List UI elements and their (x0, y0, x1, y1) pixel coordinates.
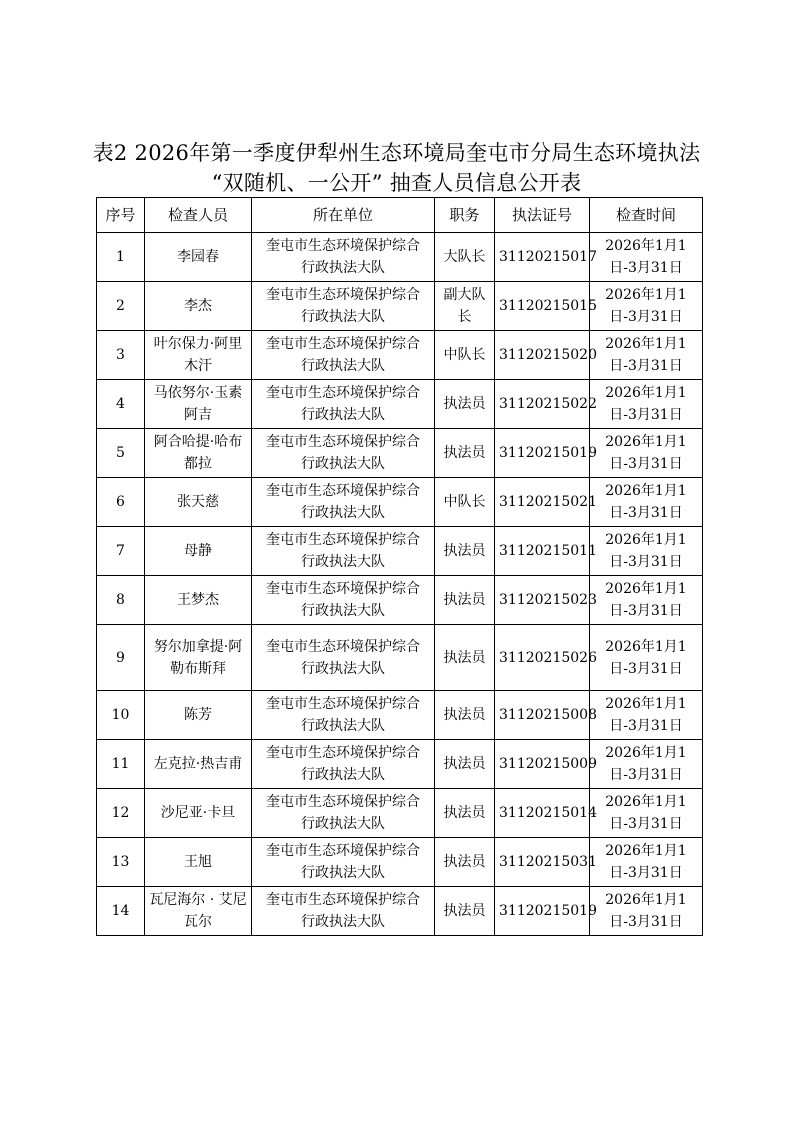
cell-position: 执法员 (435, 740, 495, 789)
cell-no: 6 (97, 478, 145, 527)
cell-certificate: 31120215009 (495, 740, 590, 789)
cell-unit: 奎屯市生态环境保护综合行政执法大队 (252, 233, 435, 282)
table-row (97, 380, 703, 429)
cell-inspection-time: 2026年1月1日-3月31日 (590, 691, 703, 740)
cell-inspection-time: 2026年1月1日-3月31日 (590, 887, 703, 936)
table-row (97, 838, 703, 887)
cell-inspection-time: 2026年1月1日-3月31日 (590, 740, 703, 789)
cell-no: 14 (97, 887, 145, 936)
inspectors-table (96, 197, 703, 936)
cell-unit: 奎屯市生态环境保护综合行政执法大队 (252, 887, 435, 936)
cell-name: 李杰 (145, 282, 252, 331)
header-inspector: 检查人员 (145, 198, 252, 233)
cell-no: 10 (97, 691, 145, 740)
cell-unit: 奎屯市生态环境保护综合行政执法大队 (252, 331, 435, 380)
cell-position: 执法员 (435, 789, 495, 838)
cell-unit: 奎屯市生态环境保护综合行政执法大队 (252, 838, 435, 887)
header-certificate: 执法证号 (495, 198, 590, 233)
cell-certificate: 31120215022 (495, 380, 590, 429)
cell-certificate: 31120215023 (495, 576, 590, 625)
cell-inspection-time: 2026年1月1日-3月31日 (590, 233, 703, 282)
cell-name: 母静 (145, 527, 252, 576)
cell-name: 李园春 (145, 233, 252, 282)
cell-certificate: 31120215020 (495, 331, 590, 380)
cell-inspection-time: 2026年1月1日-3月31日 (590, 838, 703, 887)
table-row (97, 789, 703, 838)
table-row (97, 625, 703, 691)
header-inspection-time: 检查时间 (590, 198, 703, 233)
cell-certificate: 31120215017 (495, 233, 590, 282)
cell-name: 王梦杰 (145, 576, 252, 625)
cell-no: 2 (97, 282, 145, 331)
cell-position: 中队长 (435, 478, 495, 527)
cell-name: 沙尼亚·卡旦 (145, 789, 252, 838)
cell-name: 马依努尔·玉素阿吉 (145, 380, 252, 429)
cell-position: 副大队长 (435, 282, 495, 331)
cell-position: 执法员 (435, 429, 495, 478)
cell-no: 4 (97, 380, 145, 429)
cell-no: 12 (97, 789, 145, 838)
cell-no: 3 (97, 331, 145, 380)
table-row (97, 233, 703, 282)
cell-inspection-time: 2026年1月1日-3月31日 (590, 789, 703, 838)
cell-inspection-time: 2026年1月1日-3月31日 (590, 478, 703, 527)
cell-no: 11 (97, 740, 145, 789)
cell-unit: 奎屯市生态环境保护综合行政执法大队 (252, 740, 435, 789)
cell-inspection-time: 2026年1月1日-3月31日 (590, 282, 703, 331)
table-row (97, 429, 703, 478)
cell-certificate: 31120215026 (495, 625, 590, 691)
cell-name: 阿合哈提·哈布都拉 (145, 429, 252, 478)
cell-unit: 奎屯市生态环境保护综合行政执法大队 (252, 429, 435, 478)
header-position: 职务 (435, 198, 495, 233)
cell-position: 执法员 (435, 887, 495, 936)
table-row (97, 740, 703, 789)
cell-unit: 奎屯市生态环境保护综合行政执法大队 (252, 478, 435, 527)
table-header-row (97, 198, 703, 233)
header-unit: 所在单位 (252, 198, 435, 233)
cell-unit: 奎屯市生态环境保护综合行政执法大队 (252, 380, 435, 429)
cell-name: 瓦尼海尔 · 艾尼瓦尔 (145, 887, 252, 936)
cell-position: 执法员 (435, 380, 495, 429)
cell-inspection-time: 2026年1月1日-3月31日 (590, 429, 703, 478)
table-row (97, 576, 703, 625)
header-no: 序号 (97, 198, 145, 233)
cell-no: 9 (97, 625, 145, 691)
table-row (97, 887, 703, 936)
table-row (97, 282, 703, 331)
cell-name: 陈芳 (145, 691, 252, 740)
cell-position: 大队长 (435, 233, 495, 282)
cell-position: 执法员 (435, 838, 495, 887)
cell-certificate: 31120215019 (495, 887, 590, 936)
cell-inspection-time: 2026年1月1日-3月31日 (590, 331, 703, 380)
cell-position: 执法员 (435, 691, 495, 740)
cell-certificate: 31120215008 (495, 691, 590, 740)
cell-name: 叶尔保力·阿里木汗 (145, 331, 252, 380)
page-title: 表2 2026年第一季度伊犁州生态环境局奎屯市分局生态环境执法 (92, 141, 701, 165)
cell-position: 执法员 (435, 576, 495, 625)
cell-certificate: 31120215011 (495, 527, 590, 576)
cell-position: 执法员 (435, 625, 495, 691)
cell-certificate: 31120215021 (495, 478, 590, 527)
table-row (97, 478, 703, 527)
cell-no: 8 (97, 576, 145, 625)
cell-certificate: 31120215031 (495, 838, 590, 887)
cell-unit: 奎屯市生态环境保护综合行政执法大队 (252, 576, 435, 625)
cell-unit: 奎屯市生态环境保护综合行政执法大队 (252, 625, 435, 691)
cell-unit: 奎屯市生态环境保护综合行政执法大队 (252, 527, 435, 576)
cell-unit: 奎屯市生态环境保护综合行政执法大队 (252, 691, 435, 740)
cell-inspection-time: 2026年1月1日-3月31日 (590, 527, 703, 576)
cell-certificate: 31120215019 (495, 429, 590, 478)
cell-unit: 奎屯市生态环境保护综合行政执法大队 (252, 282, 435, 331)
cell-no: 1 (97, 233, 145, 282)
cell-no: 7 (97, 527, 145, 576)
cell-name: 张天慈 (145, 478, 252, 527)
cell-certificate: 31120215015 (495, 282, 590, 331)
cell-position: 中队长 (435, 331, 495, 380)
table-row (97, 527, 703, 576)
cell-certificate: 31120215014 (495, 789, 590, 838)
cell-inspection-time: 2026年1月1日-3月31日 (590, 625, 703, 691)
page-subtitle: “双随机、一公开” 抽查人员信息公开表 (211, 171, 582, 195)
table-row (97, 331, 703, 380)
cell-no: 13 (97, 838, 145, 887)
table-row (97, 691, 703, 740)
cell-inspection-time: 2026年1月1日-3月31日 (590, 380, 703, 429)
cell-unit: 奎屯市生态环境保护综合行政执法大队 (252, 789, 435, 838)
cell-name: 左克拉·热吉甫 (145, 740, 252, 789)
cell-name: 王旭 (145, 838, 252, 887)
cell-no: 5 (97, 429, 145, 478)
cell-inspection-time: 2026年1月1日-3月31日 (590, 576, 703, 625)
cell-position: 执法员 (435, 527, 495, 576)
cell-name: 努尔加拿提·阿勒布斯拜 (145, 625, 252, 691)
